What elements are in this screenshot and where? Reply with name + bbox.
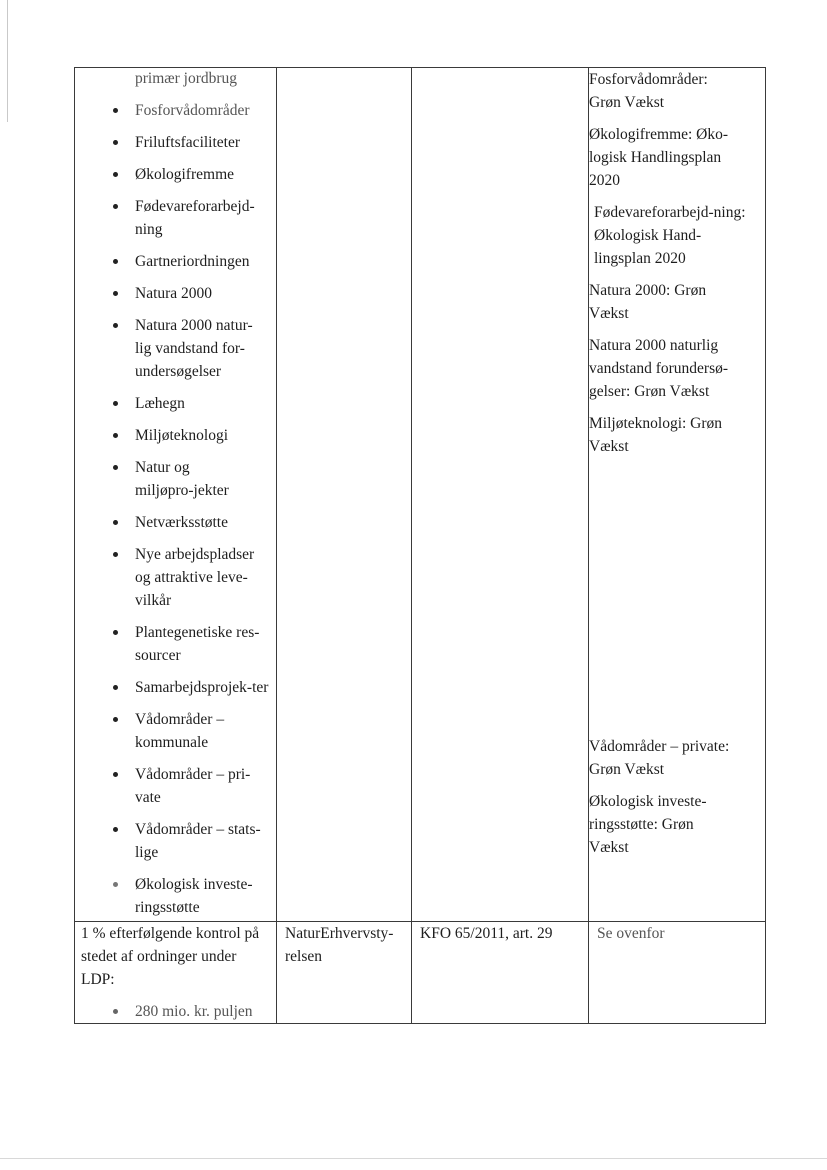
list-item-label: Vådområder – stats-lige <box>135 821 261 861</box>
list-item <box>75 392 276 415</box>
list-item <box>75 424 276 447</box>
note-text: Fødevareforarbejd-ning: Økologisk Hand-lingsplan 2020 <box>594 204 746 267</box>
list-item-label: Vådområder – kommunale <box>135 711 225 751</box>
list-item-label: Fosforvådområder <box>135 102 250 119</box>
bullet-icon <box>113 1009 118 1014</box>
regulation-cell <box>412 922 589 1024</box>
list-item <box>75 708 276 754</box>
list-item-label: Miljøteknologi <box>135 427 228 444</box>
list-item <box>75 818 276 864</box>
regulation-text: KFO 65/2011, art. 29 <box>420 925 553 942</box>
bullet-icon <box>113 204 118 209</box>
control-list <box>75 1000 276 1023</box>
list-item <box>75 163 276 186</box>
note-text: Natura 2000: Grøn Vækst <box>589 282 707 322</box>
list-item-label: Netværksstøtte <box>135 514 228 531</box>
list-item <box>75 131 276 154</box>
control-text: 1 % efterfølgende kontrol på stedet af ordninger under LDP: <box>81 925 260 988</box>
list-item <box>75 873 276 919</box>
bullet-icon <box>113 433 118 438</box>
authority-cell <box>277 922 412 1024</box>
bullet-icon <box>113 259 118 264</box>
bullet-icon <box>113 772 118 777</box>
bullet-icon <box>113 172 118 177</box>
list-item <box>75 543 276 612</box>
list-item <box>75 621 276 667</box>
list-item-label: Natur og miljøpro-jekter <box>135 459 229 499</box>
note-text: Miljøteknologi: Grøn Vækst <box>589 415 723 455</box>
reference-cell <box>589 922 766 1024</box>
list-item-label: Fødevareforarbejd-ning <box>135 198 255 238</box>
list-item-label: Samarbejdsprojek-ter <box>135 679 269 696</box>
list-item <box>75 763 276 809</box>
left-margin-line <box>7 0 8 122</box>
list-item-label: Gartneriordningen <box>135 253 250 270</box>
bullet-icon <box>113 140 118 145</box>
table-row <box>75 68 766 922</box>
notes-cell <box>589 68 766 922</box>
list-item-label: Friluftsfaciliteter <box>135 134 241 151</box>
lead-text: primær jordbrug <box>135 70 238 87</box>
bullet-icon <box>113 108 118 113</box>
bullet-icon <box>113 630 118 635</box>
list-item-label: Læhegn <box>135 395 185 412</box>
list-item <box>75 195 276 241</box>
bullet-icon <box>113 323 118 328</box>
measures-list <box>75 99 276 919</box>
list-item-label: Økologifremme <box>135 166 235 183</box>
note-text: Økologifremme: Øko-logisk Handlingsplan 2020 <box>589 126 729 189</box>
bullet-icon <box>113 882 118 887</box>
page-bottom-line <box>0 1158 827 1159</box>
bullet-icon <box>113 291 118 296</box>
list-item-label: Nye arbejdspladser og attraktive leve-vilkår <box>135 546 255 609</box>
list-item-label: Økologisk investe-ringsstøtte <box>135 876 253 916</box>
note-text: Vådområder – private: Grøn Vækst <box>589 738 730 778</box>
list-item <box>75 676 276 699</box>
bullet-icon <box>113 827 118 832</box>
list-item <box>75 314 276 383</box>
table-row <box>75 922 766 1024</box>
authority-text: NaturErhvervsty-relsen <box>285 925 394 965</box>
list-item-label: Natura 2000 <box>135 285 213 302</box>
list-item-label: 280 mio. kr. puljen <box>135 1003 253 1020</box>
control-cell <box>75 922 277 1024</box>
bullet-icon <box>113 520 118 525</box>
note-text: Fosforvådområder: Grøn Vækst <box>589 71 708 111</box>
note-text: Natura 2000 naturlig vandstand forundersø-gelser: Grøn Vækst <box>589 337 729 400</box>
empty-cell <box>277 68 412 922</box>
bullet-icon <box>113 465 118 470</box>
measures-cell <box>75 68 277 922</box>
list-item-label: Natura 2000 natur-lig vandstand for-undersøgelser <box>135 317 253 380</box>
list-item <box>75 511 276 534</box>
list-item <box>75 456 276 502</box>
reference-text: Se ovenfor <box>597 925 665 942</box>
list-item <box>75 1000 276 1023</box>
list-item <box>75 99 259 122</box>
list-item <box>75 250 276 273</box>
list-item-label: Vådområder – pri-vate <box>135 766 251 806</box>
bullet-icon <box>113 685 118 690</box>
list-item <box>75 282 276 305</box>
list-item-label: Plantegenetiske res-sourcer <box>135 624 260 664</box>
document-table <box>74 67 766 1024</box>
empty-cell <box>412 68 589 922</box>
bullet-icon <box>113 401 118 406</box>
bullet-icon <box>113 552 118 557</box>
note-text: Økologisk investe-ringsstøtte: Grøn Vækst <box>589 793 707 856</box>
bullet-icon <box>113 717 118 722</box>
